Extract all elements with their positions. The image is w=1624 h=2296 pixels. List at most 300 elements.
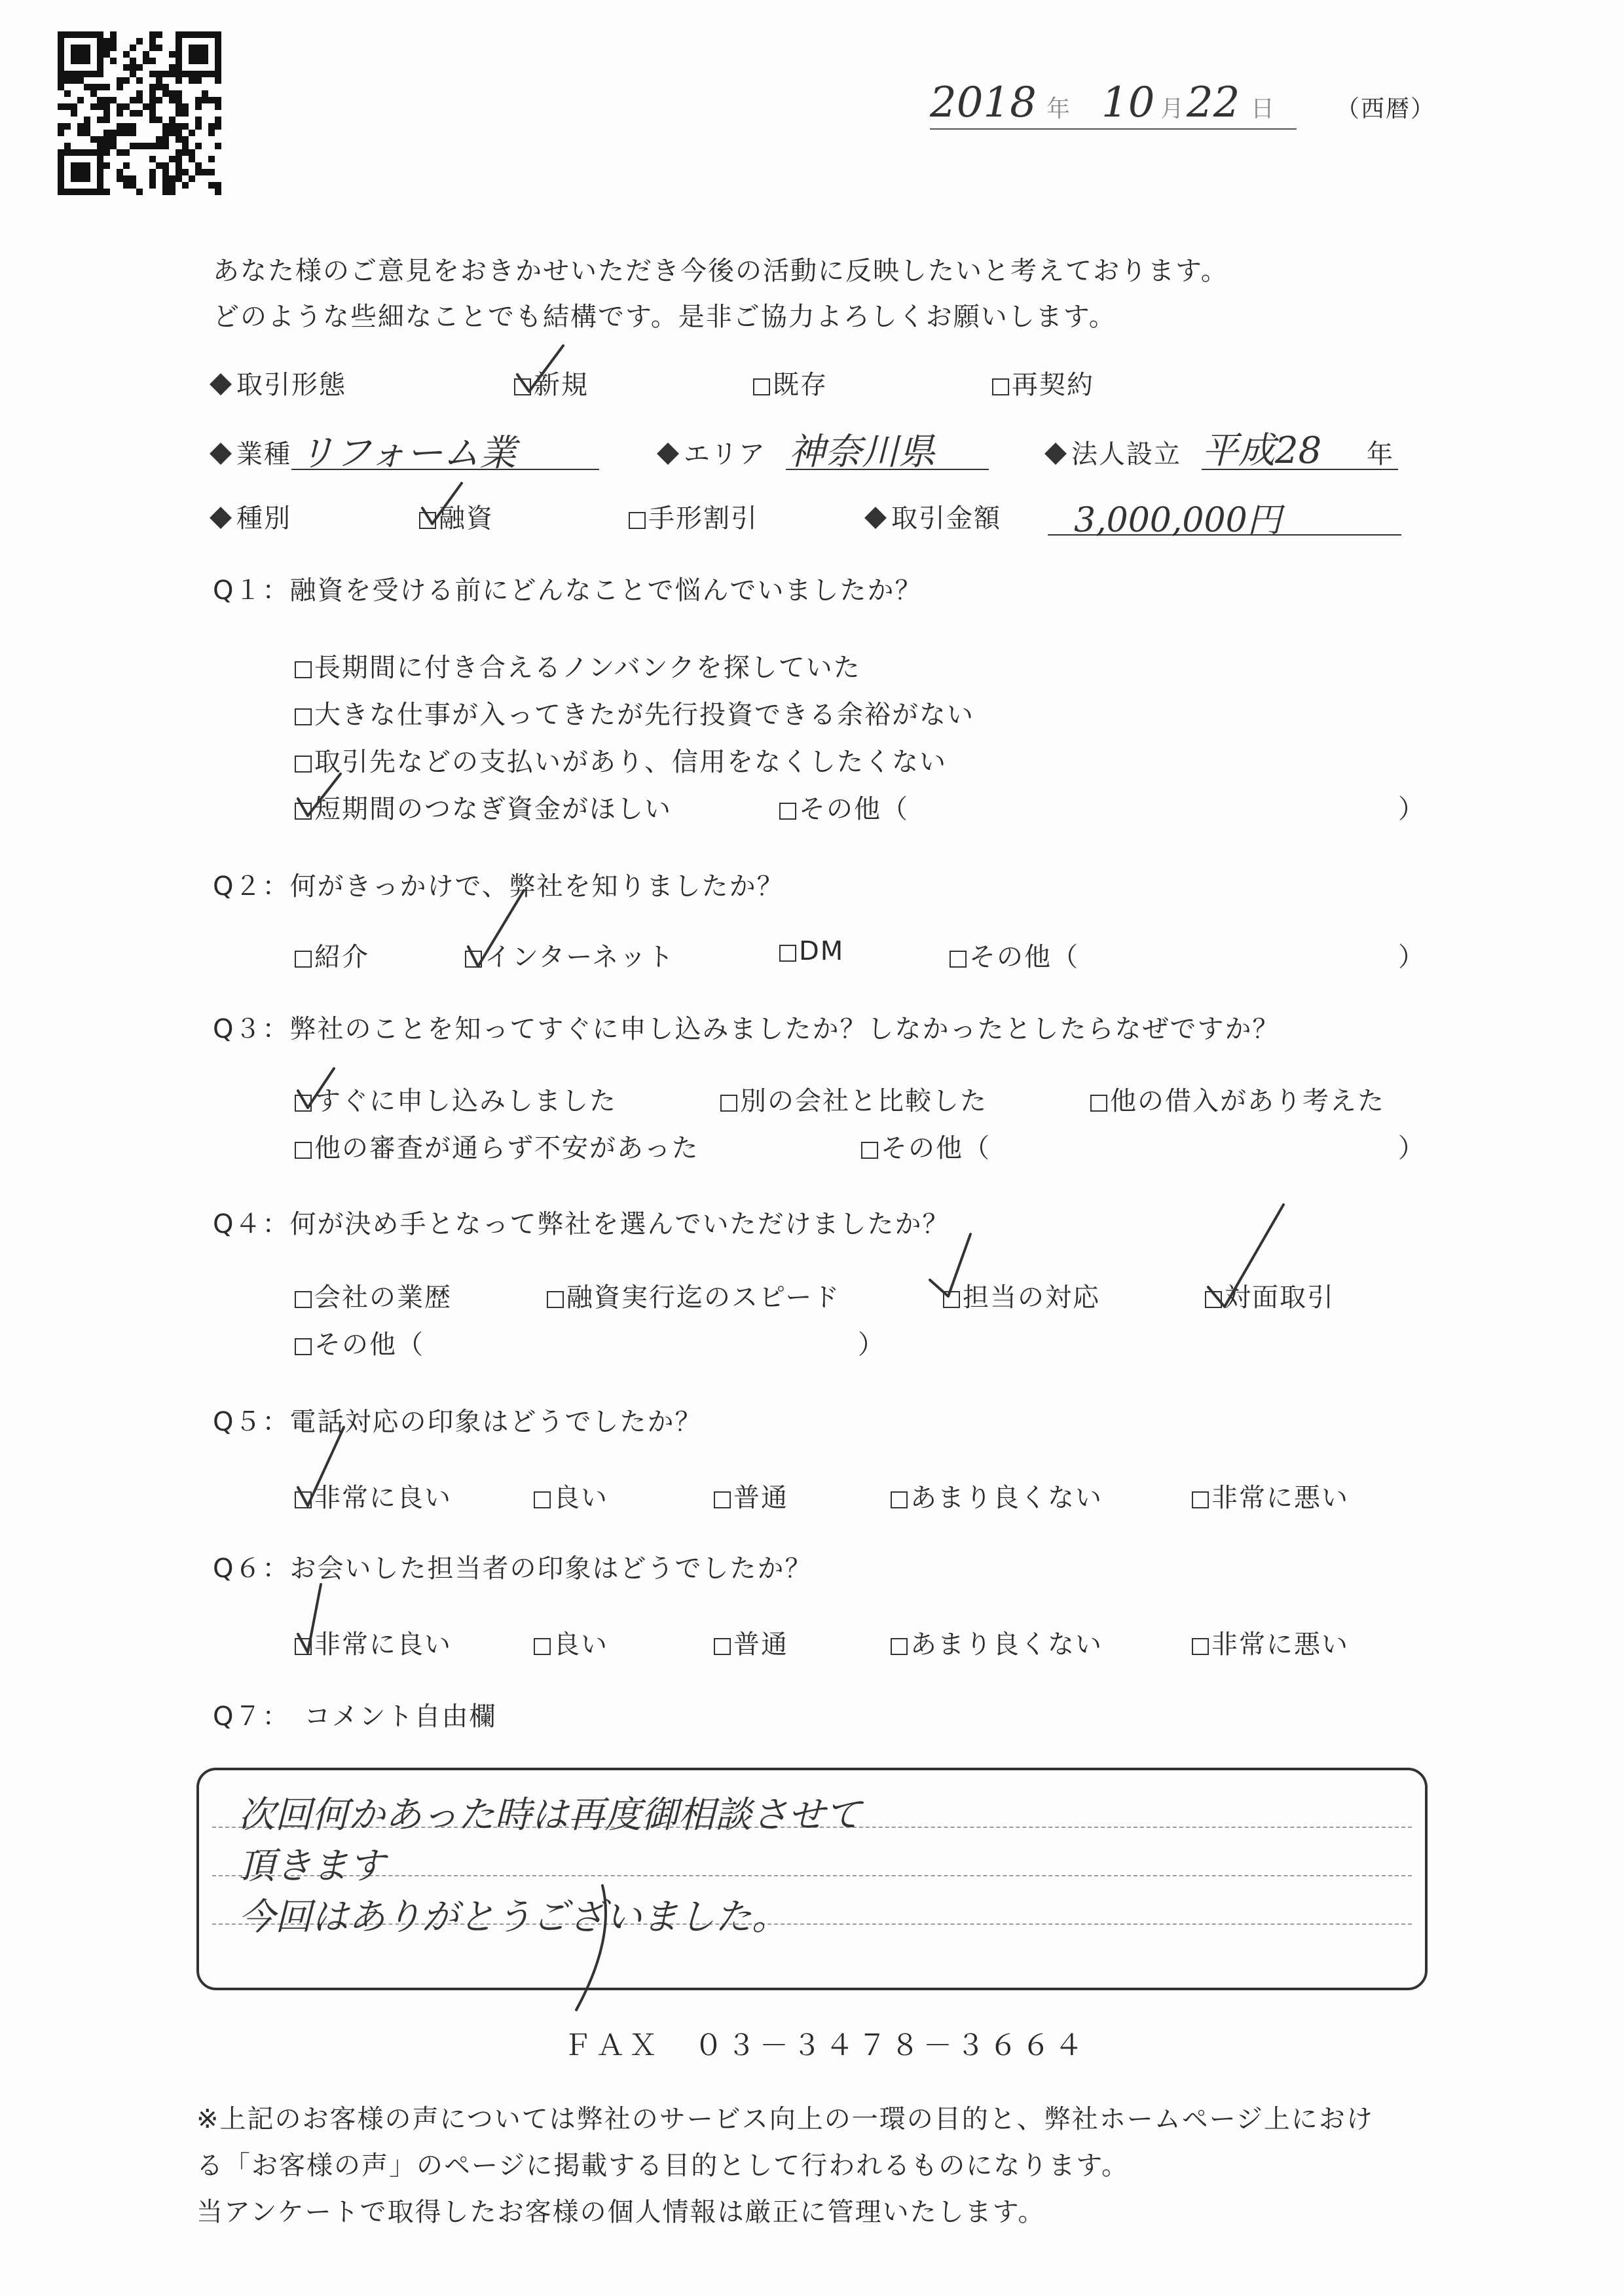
qr-cell — [103, 58, 110, 64]
q4-option-3[interactable]: 担当の対応 — [943, 1277, 1100, 1314]
qr-cell — [169, 90, 175, 97]
qr-cell — [77, 45, 84, 51]
checkbox-bill-discount[interactable]: 手形割引 — [629, 498, 758, 535]
qr-cell — [182, 182, 189, 189]
q5-option-5[interactable]: 非常に悪い — [1192, 1477, 1349, 1514]
qr-cell — [195, 189, 202, 195]
q3-option-4[interactable]: 他の審査が通らず不安があった — [295, 1127, 699, 1165]
qr-cell — [71, 175, 77, 182]
qr-cell — [123, 175, 130, 182]
qr-cell — [123, 64, 130, 71]
q4-option-2[interactable]: 融資実行迄のスピード — [547, 1277, 840, 1314]
checkbox-icon — [295, 1338, 312, 1355]
qr-cell — [97, 156, 103, 162]
qr-cell — [143, 97, 149, 103]
qr-cell — [58, 156, 64, 162]
qr-cell — [64, 71, 71, 77]
qr-cell — [58, 103, 64, 110]
q6-option-2[interactable]: 良い — [534, 1624, 608, 1661]
qr-cell — [77, 175, 84, 182]
checkbox-icon — [547, 1291, 564, 1308]
checkbox-icon — [1192, 1491, 1209, 1508]
qr-cell — [189, 64, 195, 71]
qr-cell — [156, 143, 162, 149]
qr-cell — [130, 45, 136, 51]
qr-cell — [136, 162, 143, 169]
qr-cell — [182, 31, 189, 38]
qr-cell — [149, 77, 156, 84]
qr-cell — [90, 90, 97, 97]
qr-cell — [84, 97, 90, 103]
area-field[interactable] — [786, 431, 989, 473]
qr-cell — [84, 45, 90, 51]
date-day-unit: 日 — [1251, 96, 1276, 122]
qr-cell — [215, 31, 221, 38]
q6-question: Q６：お会いした担当者の印象はどうでしたか？ — [213, 1554, 813, 1584]
q5-option-1[interactable]: 非常に良い — [295, 1477, 452, 1514]
qr-cell — [110, 136, 117, 143]
diamond-bullet-icon — [1044, 443, 1067, 465]
qr-cell — [162, 175, 169, 182]
footer-note-1: ※上記のお客様の声については弊社のサービス向上の一環の目的と、弊社ホームページ上におけ — [196, 2104, 1374, 2134]
q3-question: Q３：弊社のことを知ってすぐに申し込みましたか？しなかったとしたらなぜですか？ — [213, 1014, 1280, 1044]
q5-question: Q５：電話対応の印象はどうでしたか？ — [213, 1407, 703, 1437]
qr-cell — [64, 45, 71, 51]
qr-cell — [215, 169, 221, 175]
qr-cell — [77, 136, 84, 143]
qr-cell — [215, 156, 221, 162]
qr-cell — [110, 58, 117, 64]
qr-cell — [123, 103, 130, 110]
qr-cell — [189, 90, 195, 97]
qr-cell — [117, 123, 123, 130]
qr-cell — [182, 97, 189, 103]
qr-cell — [84, 31, 90, 38]
qr-cell — [58, 64, 64, 71]
qr-cell — [103, 90, 110, 97]
qr-cell — [175, 64, 182, 71]
qr-cell — [162, 117, 169, 123]
q2-option-3[interactable]: DM — [779, 936, 844, 966]
qr-cell — [123, 189, 130, 195]
q4-option-1[interactable]: 会社の業歴 — [295, 1277, 452, 1314]
qr-cell — [202, 51, 208, 58]
q1-option-4[interactable]: 短期間のつなぎ資金がほしい — [295, 788, 672, 826]
qr-cell — [149, 110, 156, 117]
qr-cell — [117, 58, 123, 64]
qr-cell — [110, 71, 117, 77]
checkbox-new[interactable]: 新規 — [514, 364, 589, 401]
qr-cell — [215, 123, 221, 130]
qr-cell — [64, 169, 71, 175]
qr-cell — [71, 71, 77, 77]
qr-cell — [64, 38, 71, 45]
q6-option-4[interactable]: あまり良くない — [891, 1624, 1103, 1661]
qr-cell — [130, 84, 136, 90]
qr-cell — [123, 156, 130, 162]
qr-cell — [195, 130, 202, 136]
qr-cell — [175, 110, 182, 117]
q4-option-4[interactable]: 対面取引 — [1205, 1277, 1335, 1314]
qr-cell — [215, 182, 221, 189]
qr-cell — [202, 162, 208, 169]
qr-cell — [162, 90, 169, 97]
amount-value: 3,000,000円 — [1074, 501, 1282, 540]
qr-cell — [117, 64, 123, 71]
qr-cell — [103, 149, 110, 156]
qr-cell — [143, 84, 149, 90]
checkbox-icon — [950, 951, 967, 968]
qr-cell — [215, 64, 221, 71]
qr-cell — [143, 110, 149, 117]
industry-label: 業種 — [213, 433, 291, 471]
q3-option-2[interactable]: 別の会社と比較した — [720, 1080, 987, 1118]
qr-cell — [90, 117, 97, 123]
checkbox-existing[interactable]: 既存 — [753, 364, 828, 401]
qr-cell — [58, 77, 64, 84]
qr-cell — [97, 143, 103, 149]
qr-cell — [130, 71, 136, 77]
qr-cell — [195, 97, 202, 103]
qr-cell — [175, 58, 182, 64]
qr-cell — [156, 84, 162, 90]
qr-cell — [97, 169, 103, 175]
qr-cell — [162, 169, 169, 175]
qr-cell — [149, 64, 156, 71]
qr-cell — [110, 97, 117, 103]
qr-cell — [169, 189, 175, 195]
qr-cell — [182, 117, 189, 123]
qr-cell — [208, 71, 215, 77]
transaction-type-label: 取引形態 — [213, 364, 346, 401]
qr-cell — [169, 77, 175, 84]
qr-cell — [208, 189, 215, 195]
q3-option-other[interactable]: その他（ — [861, 1127, 991, 1165]
qr-cell — [103, 182, 110, 189]
q1-option-2[interactable]: 大きな仕事が入ってきたが先行投資できる余裕がない — [295, 694, 974, 731]
qr-cell — [202, 189, 208, 195]
q2-option-2[interactable]: インターネット — [465, 936, 674, 974]
qr-cell — [77, 77, 84, 84]
qr-cell — [84, 143, 90, 149]
qr-cell — [110, 130, 117, 136]
qr-cell — [156, 51, 162, 58]
q2-option-other[interactable]: その他（ — [950, 936, 1079, 974]
qr-cell — [64, 130, 71, 136]
qr-cell — [90, 84, 97, 90]
founded-unit: 年 — [1367, 439, 1394, 469]
qr-cell — [136, 90, 143, 97]
qr-cell — [169, 130, 175, 136]
qr-cell — [77, 189, 84, 195]
qr-cell — [130, 130, 136, 136]
qr-cell — [77, 123, 84, 130]
qr-cell — [208, 38, 215, 45]
qr-cell — [202, 90, 208, 97]
qr-cell — [110, 64, 117, 71]
qr-cell — [90, 71, 97, 77]
qr-cell — [175, 71, 182, 77]
qr-cell — [84, 58, 90, 64]
qr-cell — [77, 84, 84, 90]
qr-cell — [202, 38, 208, 45]
checkbox-loan[interactable]: 融資 — [419, 498, 494, 535]
qr-cell — [195, 175, 202, 182]
qr-cell — [90, 45, 97, 51]
q3-option-3[interactable]: 他の借入があり考えた — [1090, 1080, 1385, 1118]
qr-cell — [175, 84, 182, 90]
qr-cell — [156, 130, 162, 136]
qr-cell — [110, 38, 117, 45]
qr-cell — [143, 77, 149, 84]
q6-option-1[interactable]: 非常に良い — [295, 1624, 452, 1661]
qr-cell — [103, 31, 110, 38]
qr-cell — [103, 143, 110, 149]
qr-cell — [162, 31, 169, 38]
qr-cell — [130, 162, 136, 169]
qr-cell — [110, 149, 117, 156]
qr-cell — [117, 110, 123, 117]
amount-label: 取引金額 — [868, 498, 1001, 535]
qr-cell — [64, 58, 71, 64]
qr-cell — [182, 64, 189, 71]
qr-cell — [123, 84, 130, 90]
qr-cell — [156, 58, 162, 64]
qr-cell — [189, 77, 195, 84]
qr-cell — [123, 51, 130, 58]
qr-cell — [189, 58, 195, 64]
qr-cell — [71, 64, 77, 71]
qr-cell — [202, 58, 208, 64]
qr-cell — [97, 130, 103, 136]
qr-cell — [143, 123, 149, 130]
qr-cell — [149, 149, 156, 156]
qr-cell — [182, 38, 189, 45]
q5-option-4[interactable]: あまり良くない — [891, 1477, 1103, 1514]
qr-cell — [84, 182, 90, 189]
qr-code — [58, 31, 221, 195]
qr-cell — [103, 136, 110, 143]
checkbox-icon — [295, 708, 312, 725]
qr-cell — [90, 110, 97, 117]
qr-cell — [130, 149, 136, 156]
qr-cell — [90, 31, 97, 38]
qr-cell — [156, 110, 162, 117]
qr-cell — [202, 175, 208, 182]
qr-cell — [84, 71, 90, 77]
qr-cell — [215, 84, 221, 90]
qr-cell — [143, 117, 149, 123]
qr-cell — [215, 77, 221, 84]
diamond-bullet-icon — [210, 373, 232, 395]
qr-cell — [130, 110, 136, 117]
q2-option-1[interactable]: 紹介 — [295, 936, 369, 974]
qr-cell — [71, 156, 77, 162]
qr-cell — [123, 136, 130, 143]
qr-cell — [195, 110, 202, 117]
qr-cell — [110, 169, 117, 175]
qr-cell — [195, 136, 202, 143]
qr-cell — [149, 143, 156, 149]
qr-cell — [215, 45, 221, 51]
qr-cell — [64, 162, 71, 169]
qr-cell — [117, 189, 123, 195]
qr-cell — [110, 117, 117, 123]
qr-cell — [143, 182, 149, 189]
qr-cell — [189, 110, 195, 117]
comment-line-3: 今回はありがとうございました。 — [238, 1896, 788, 1939]
date-day: 22 — [1187, 79, 1240, 127]
qr-cell — [77, 71, 84, 77]
qr-cell — [169, 175, 175, 182]
qr-cell — [84, 110, 90, 117]
q1-option-1[interactable]: 長期間に付き合えるノンバンクを探していた — [295, 647, 861, 684]
q5-option-2[interactable]: 良い — [534, 1477, 608, 1514]
qr-cell — [71, 51, 77, 58]
qr-cell — [175, 143, 182, 149]
qr-cell — [58, 117, 64, 123]
qr-cell — [202, 97, 208, 103]
qr-cell — [202, 84, 208, 90]
qr-cell — [97, 182, 103, 189]
q1-option-other[interactable]: その他（ — [779, 788, 909, 826]
checkbox-icon — [714, 1491, 731, 1508]
qr-cell — [143, 130, 149, 136]
qr-cell — [215, 143, 221, 149]
checkbox-icon — [1090, 1095, 1107, 1112]
q6-option-5[interactable]: 非常に悪い — [1192, 1624, 1349, 1661]
qr-cell — [97, 64, 103, 71]
qr-cell — [208, 58, 215, 64]
qr-cell — [182, 169, 189, 175]
qr-cell — [195, 182, 202, 189]
qr-cell — [182, 130, 189, 136]
qr-cell — [156, 182, 162, 189]
qr-cell — [136, 51, 143, 58]
qr-cell — [136, 175, 143, 182]
qr-cell — [103, 117, 110, 123]
qr-cell — [64, 175, 71, 182]
qr-cell — [149, 71, 156, 77]
qr-cell — [149, 84, 156, 90]
qr-cell — [162, 130, 169, 136]
qr-cell — [58, 169, 64, 175]
q5-option-3[interactable]: 普通 — [714, 1477, 788, 1514]
qr-cell — [189, 38, 195, 45]
qr-cell — [195, 90, 202, 97]
qr-cell — [117, 45, 123, 51]
qr-cell — [195, 169, 202, 175]
qr-cell — [175, 175, 182, 182]
qr-cell — [215, 162, 221, 169]
checkbox-icon — [295, 661, 312, 678]
checkbox-icon — [720, 1095, 737, 1112]
diamond-bullet-icon — [210, 507, 232, 529]
qr-cell — [156, 103, 162, 110]
qr-cell — [175, 97, 182, 103]
qr-cell — [182, 110, 189, 117]
industry-field[interactable] — [291, 432, 599, 475]
checkbox-recontract[interactable]: 再契約 — [992, 364, 1094, 401]
qr-cell — [143, 189, 149, 195]
date-era: （西暦） — [1336, 96, 1436, 122]
qr-cell — [208, 77, 215, 84]
qr-cell — [64, 117, 71, 123]
qr-cell — [149, 31, 156, 38]
qr-cell — [162, 110, 169, 117]
qr-cell — [182, 77, 189, 84]
qr-cell — [90, 175, 97, 182]
qr-cell — [84, 130, 90, 136]
qr-cell — [182, 51, 189, 58]
qr-cell — [71, 143, 77, 149]
q1-option-3[interactable]: 取引先などの支払いがあり、信用をなくしたくない — [295, 741, 947, 778]
qr-cell — [189, 162, 195, 169]
qr-cell — [169, 136, 175, 143]
qr-cell — [130, 169, 136, 175]
qr-cell — [169, 51, 175, 58]
checkbox-icon — [295, 1142, 312, 1159]
qr-cell — [208, 169, 215, 175]
comment-box[interactable] — [196, 1768, 1428, 1990]
checkbox-icon — [295, 1638, 312, 1655]
qr-cell — [123, 123, 130, 130]
qr-cell — [117, 117, 123, 123]
qr-cell — [130, 31, 136, 38]
qr-cell — [175, 117, 182, 123]
qr-cell — [77, 97, 84, 103]
qr-cell — [156, 189, 162, 195]
qr-cell — [77, 169, 84, 175]
qr-cell — [97, 136, 103, 143]
qr-cell — [149, 103, 156, 110]
qr-cell — [123, 110, 130, 117]
qr-cell — [162, 136, 169, 143]
qr-cell — [195, 71, 202, 77]
qr-cell — [117, 156, 123, 162]
qr-cell — [71, 38, 77, 45]
qr-cell — [208, 136, 215, 143]
comment-rule — [212, 1875, 1412, 1876]
qr-cell — [149, 51, 156, 58]
qr-cell — [143, 58, 149, 64]
q4-option-other[interactable]: その他（ — [295, 1324, 424, 1361]
qr-cell — [189, 182, 195, 189]
amount-field[interactable] — [1048, 496, 1401, 540]
qr-cell — [162, 162, 169, 169]
qr-cell — [169, 58, 175, 64]
qr-cell — [175, 156, 182, 162]
qr-cell — [103, 77, 110, 84]
qr-cell — [136, 77, 143, 84]
checkbox-icon — [1205, 1291, 1222, 1308]
qr-cell — [58, 38, 64, 45]
qr-cell — [58, 58, 64, 64]
qr-cell — [84, 51, 90, 58]
qr-cell — [162, 64, 169, 71]
qr-cell — [136, 58, 143, 64]
founded-field[interactable] — [1202, 429, 1398, 472]
industry-value: リフォーム業 — [298, 432, 517, 475]
qr-cell — [136, 136, 143, 143]
q3-option-1[interactable]: すぐに申し込みしました — [295, 1080, 617, 1118]
qr-cell — [110, 77, 117, 84]
qr-cell — [215, 149, 221, 156]
qr-cell — [123, 130, 130, 136]
q6-option-3[interactable]: 普通 — [714, 1624, 788, 1661]
qr-cell — [77, 58, 84, 64]
qr-cell — [90, 103, 97, 110]
